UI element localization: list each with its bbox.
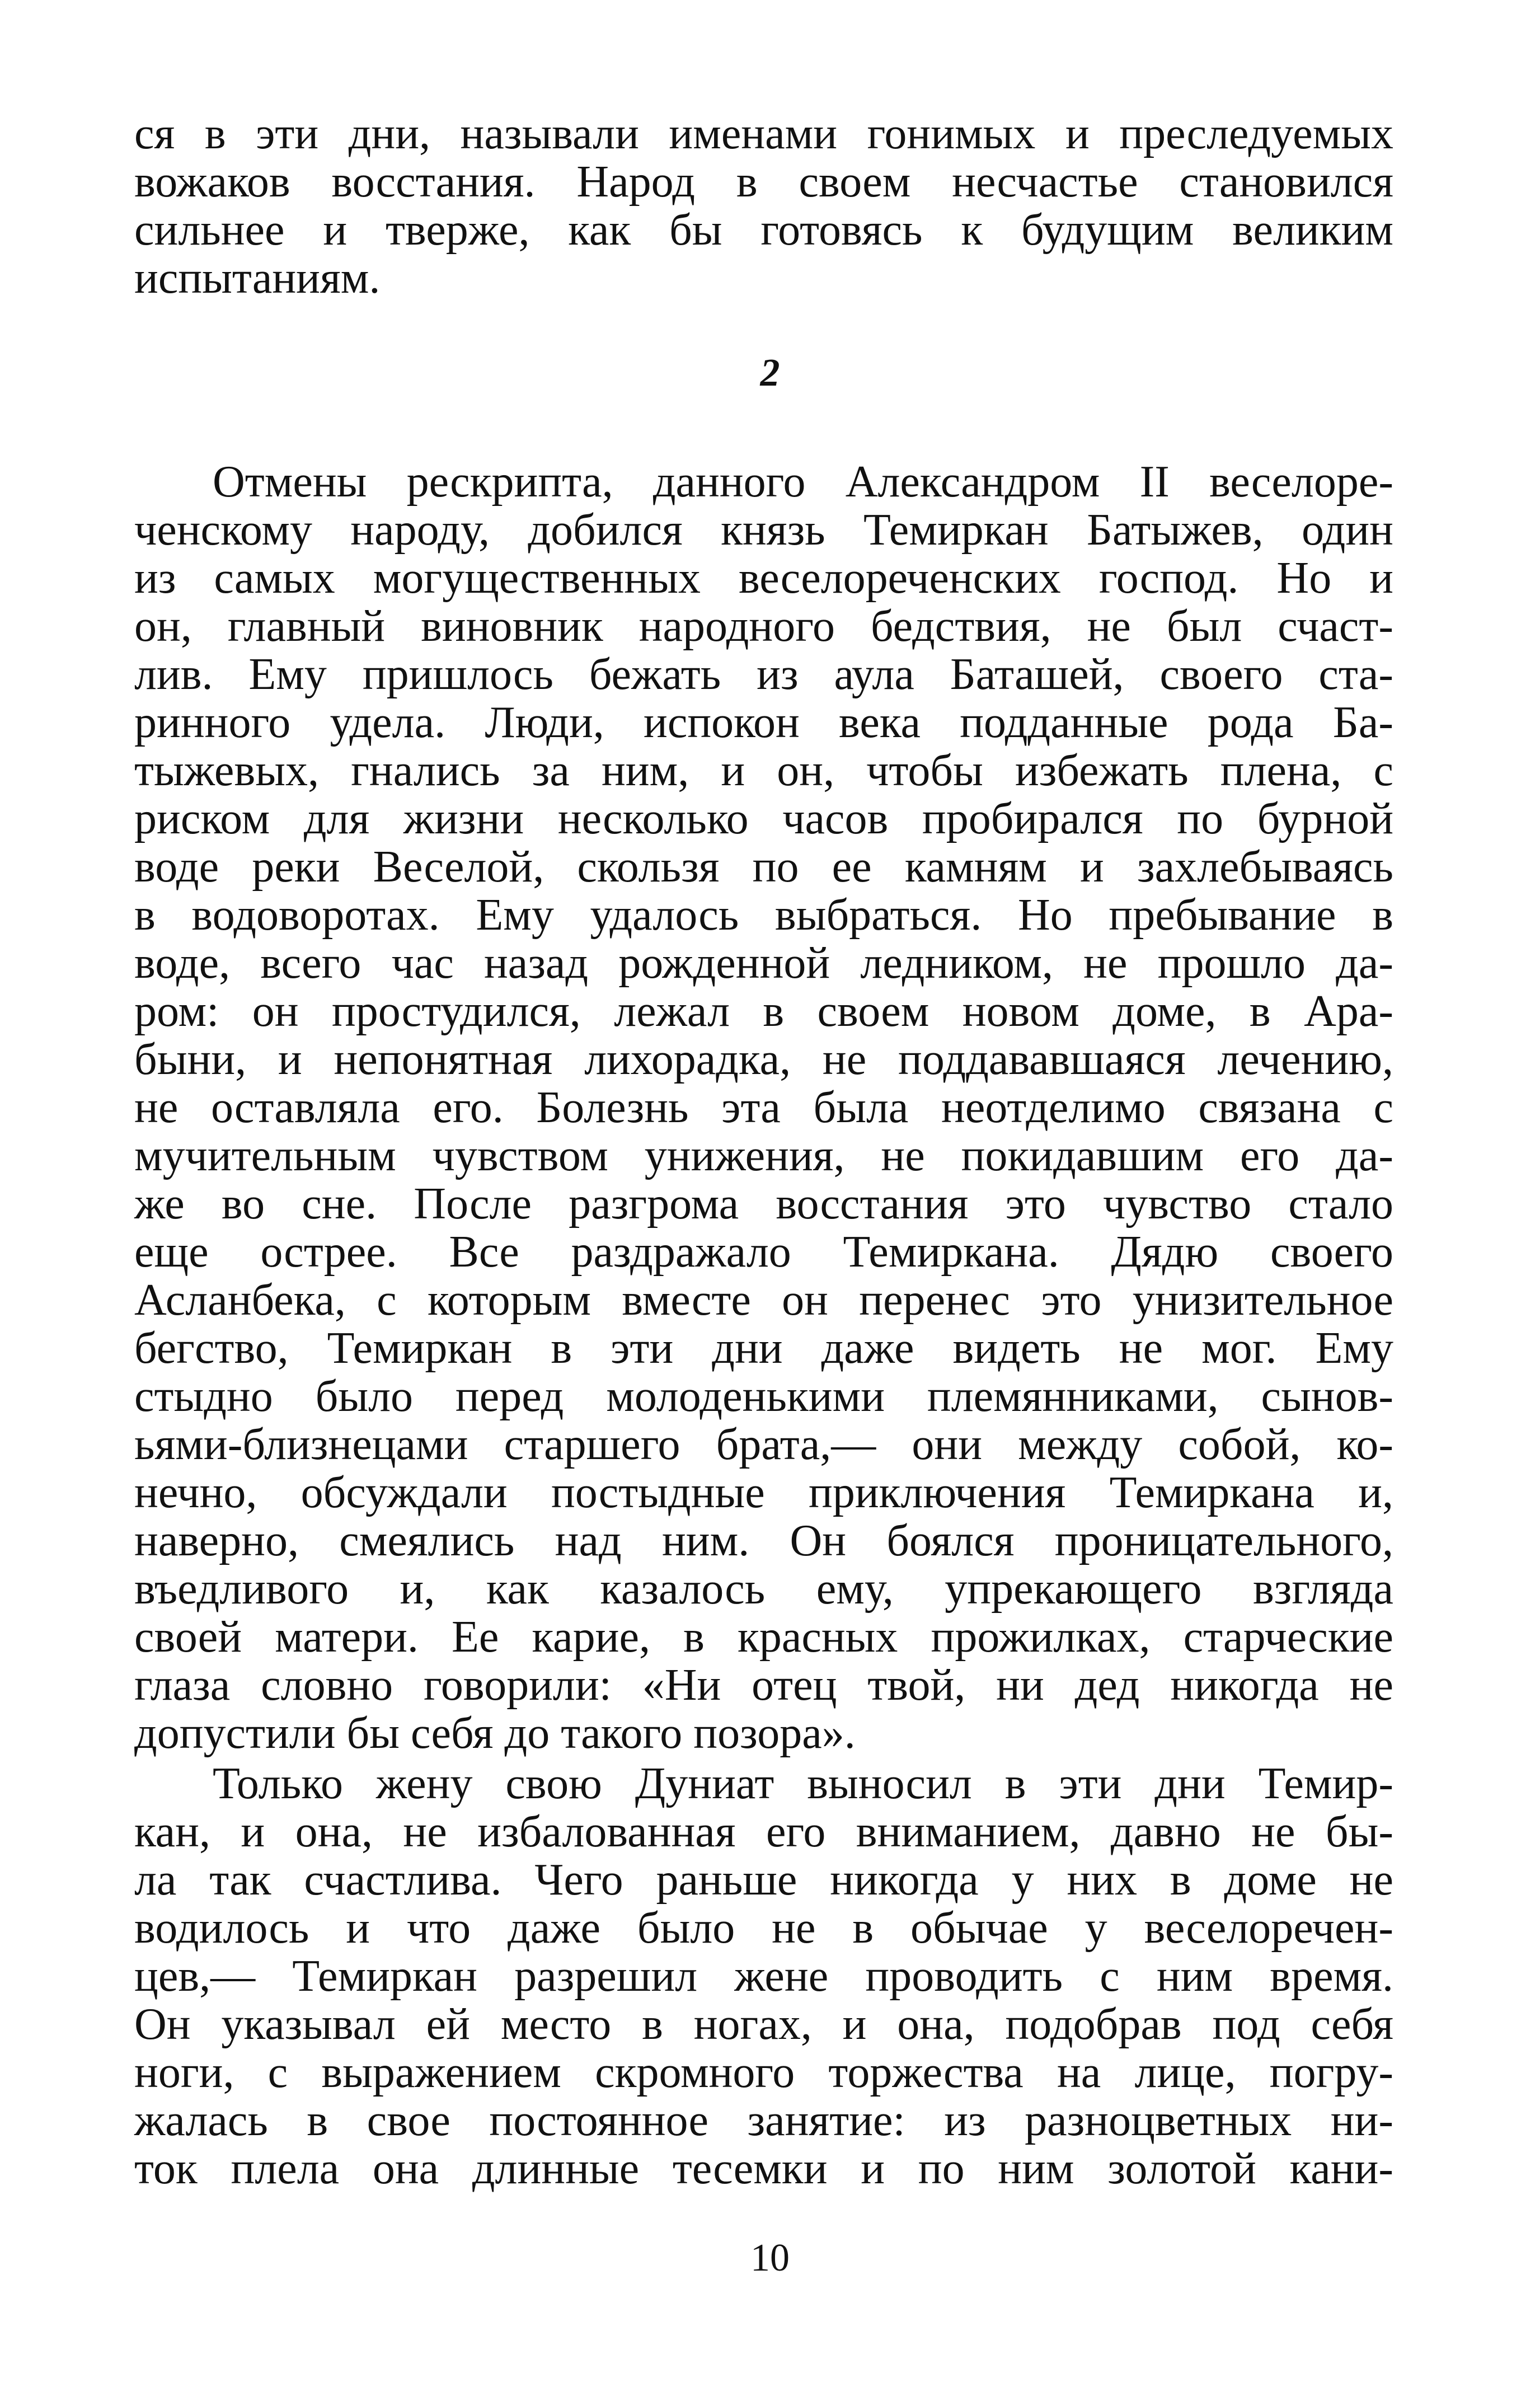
text-line: еще острее. Все раздражало Темиркана. Дядю своего bbox=[134, 1227, 1393, 1277]
text-line: не оставляла его. Болезнь эта была неотделимо связана с bbox=[134, 1083, 1393, 1132]
paragraph-2 bbox=[134, 1760, 1393, 2193]
text-line: кан, и она, не избалованная его вниманием, давно не бы- bbox=[134, 1807, 1393, 1856]
section-number: 2 bbox=[760, 351, 780, 395]
text-line: ноги, с выражением скромного торжества на лице, погру- bbox=[134, 2048, 1393, 2097]
text-line: нечно, обсуждали постыдные приключения Темиркана и, bbox=[134, 1468, 1393, 1517]
text-line: глаза словно говорили: «Ни отец твой, ни дед никогда не bbox=[134, 1661, 1393, 1710]
text-line: бегство, Темиркан в эти дни даже видеть не мог. Ему bbox=[134, 1324, 1393, 1373]
text-line: ток плела она длинные тесемки и по ним золотой кани- bbox=[134, 2144, 1393, 2193]
text-line: своей матери. Ее карие, в красных прожилках, старческие bbox=[134, 1612, 1393, 1662]
text-line: воде, всего час назад рожденной ледником, не прошло да- bbox=[134, 939, 1393, 988]
text-line: водилось и что даже было не в обычае у веселоречен- bbox=[134, 1903, 1393, 1953]
text-line: быни, и непонятная лихорадка, не поддававшаяся лечению, bbox=[134, 1035, 1393, 1084]
text-line: тыжевых, гнались за ним, и он, чтобы избежать плена, с bbox=[134, 746, 1393, 795]
text-line: ром: он простудился, лежал в своем новом доме, в Ара- bbox=[134, 987, 1393, 1036]
text-line: ла так счастлива. Чего раньше никогда у них в доме не bbox=[134, 1855, 1393, 1905]
text-line: он, главный виновник народного бедствия, не был счаст- bbox=[134, 602, 1393, 651]
text-line: въедливого и, как казалось ему, упрекающего взгляда bbox=[134, 1564, 1393, 1614]
text-line: лив. Ему пришлось бежать из аула Баташей, своего ста- bbox=[134, 650, 1393, 699]
text-line: сильнее и тверже, как бы готовясь к будущим великим bbox=[134, 205, 1393, 255]
text-line: испытаниям. bbox=[134, 254, 381, 303]
text-line: Только жену свою Дуниат выносил в эти дни Темир- bbox=[213, 1759, 1393, 1808]
text-line: вожаков восстания. Народ в своем несчастье становился bbox=[134, 157, 1393, 207]
page-number: 10 bbox=[750, 2236, 790, 2280]
text-line: допустили бы себя до такого позора». bbox=[134, 1709, 856, 1758]
text-line: мучительным чувством унижения, не покидавшим его да- bbox=[134, 1131, 1393, 1180]
text-line: ченскому народу, добился князь Темиркан Батыжев, один bbox=[134, 505, 1393, 555]
text-line: риском для жизни несколько часов пробирался по бурной bbox=[134, 794, 1393, 843]
text-line: в водоворотах. Ему удалось выбраться. Но пребывание в bbox=[134, 890, 1393, 940]
text-line: Асланбека, с которым вместе он перенес это унизительное bbox=[134, 1275, 1393, 1325]
intro-text bbox=[134, 110, 1393, 302]
text-line: ся в эти дни, называли именами гонимых и преследуемых bbox=[134, 109, 1393, 158]
text-line: же во сне. После разгрома восстания это чувство стало bbox=[134, 1179, 1393, 1228]
text-line: ринного удела. Люди, испокон века подданные рода Ба- bbox=[134, 698, 1393, 747]
text-line: Отмены рескрипта, данного Александром II веселоре- bbox=[213, 457, 1393, 507]
text-line: стыдно было перед молоденькими племянниками, сынов- bbox=[134, 1372, 1393, 1421]
text-line: цев,— Темиркан разрешил жене проводить с ним время. bbox=[134, 1952, 1393, 2001]
text-line: наверно, смеялись над ним. Он боялся проницательного, bbox=[134, 1516, 1393, 1565]
paragraph-1 bbox=[134, 458, 1393, 1757]
text-line: Он указывал ей место в ногах, и она, подобрав под себя bbox=[134, 2000, 1393, 2049]
text-line: воде реки Веселой, скользя по ее камням и захлебываясь bbox=[134, 842, 1393, 892]
text-line: из самых могущественных веселореченских господ. Но и bbox=[134, 554, 1393, 603]
text-line: ьями-близнецами старшего брата,— они между собой, ко- bbox=[134, 1420, 1393, 1469]
text-line: жалась в свое постоянное занятие: из разноцветных ни- bbox=[134, 2096, 1393, 2145]
